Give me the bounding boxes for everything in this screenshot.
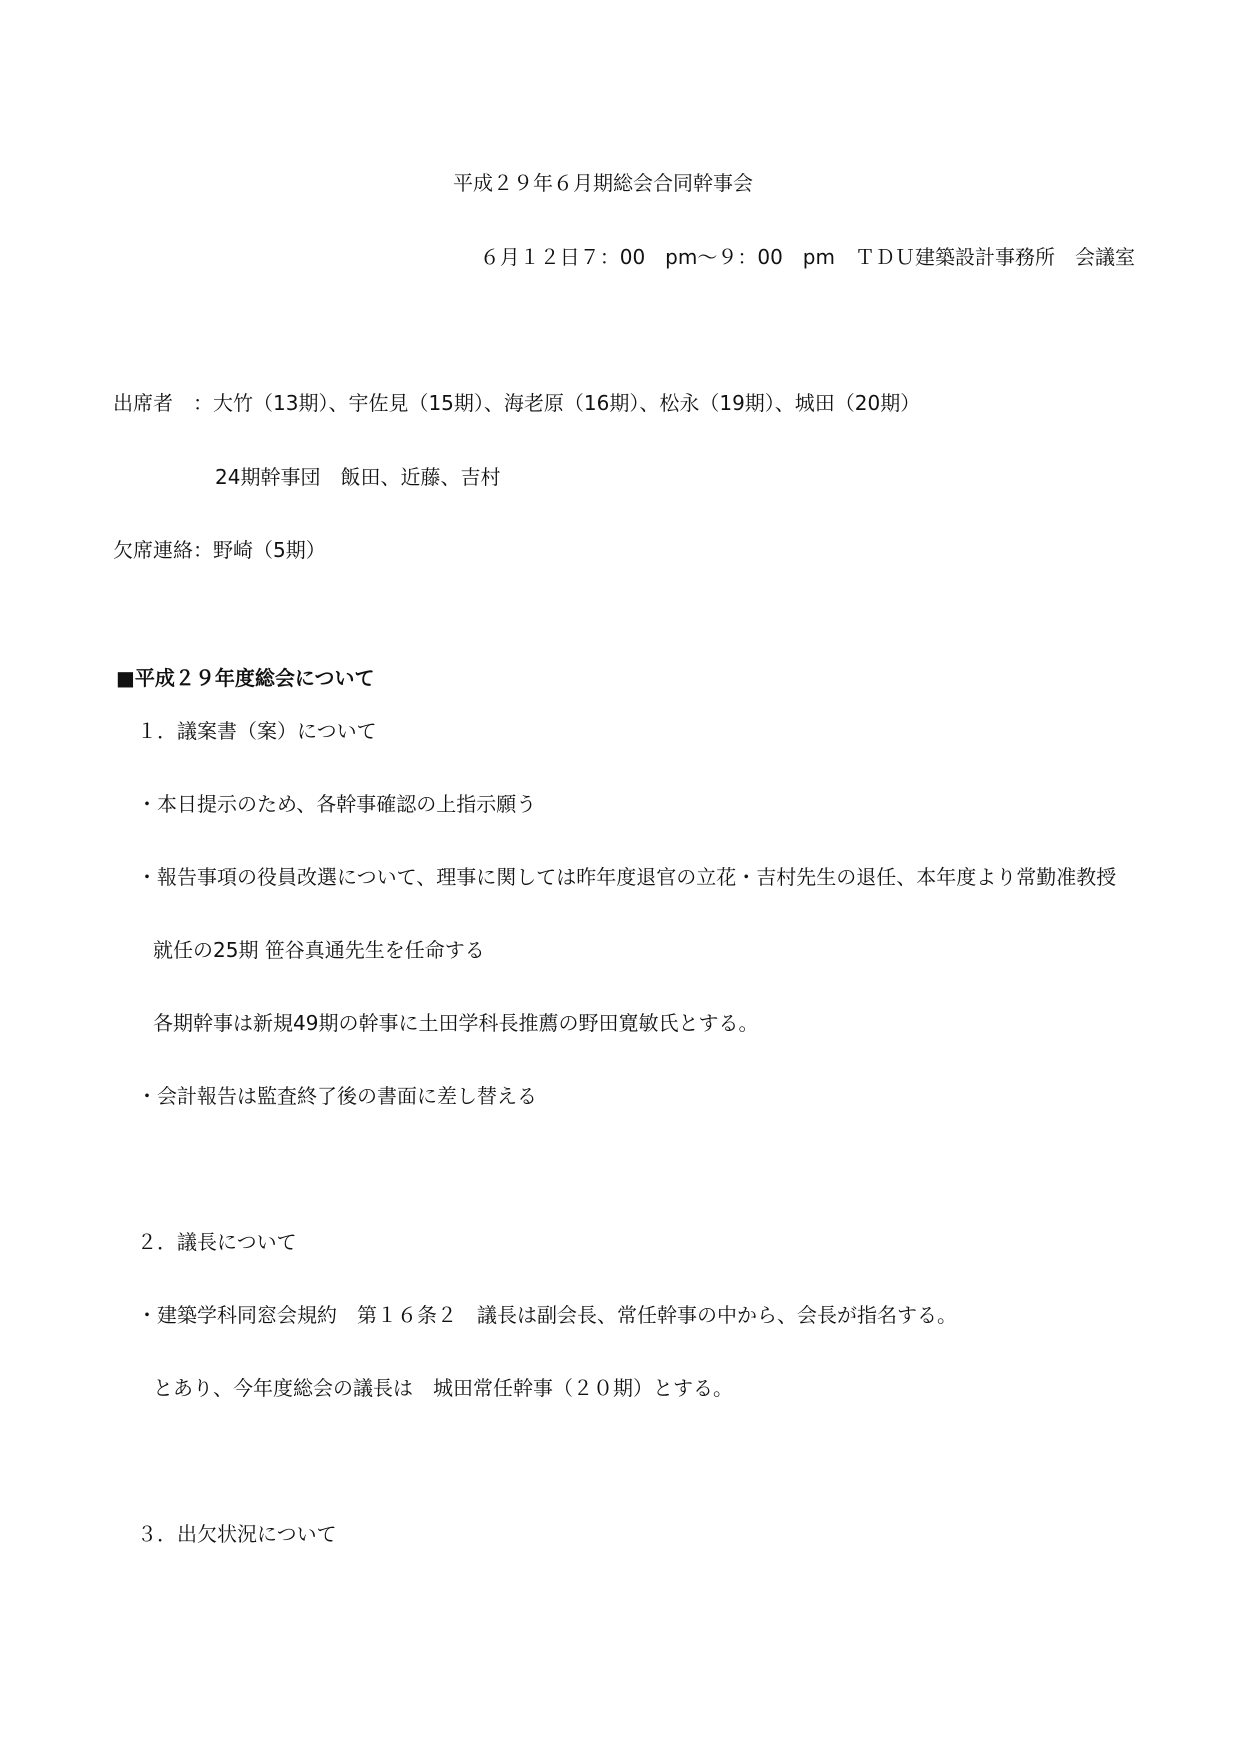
item1-heading: １．議案書（案）について — [137, 719, 377, 743]
meeting-info: ６月１２日７：00 pm～９：00 pm ＴＤＵ建築設計事務所 会議室 — [479, 245, 1135, 269]
item1-p3: 各期幹事は新規49期の幹事に土田学科長推薦の野田寛敏氏とする。 — [153, 1011, 759, 1035]
attendees-label: 出席者 ： — [113, 391, 213, 415]
absent-row — [113, 540, 326, 560]
item1-p4: ・会計報告は監査終了後の書面に差し替える — [137, 1084, 537, 1108]
item3-heading: ３．出欠状況について — [137, 1522, 337, 1546]
item2-heading: ２．議長について — [137, 1230, 297, 1254]
item2-p1: ・建築学科同窓会規約 第１６条２ 議長は副会長、常任幹事の中から、会長が指名する。 — [137, 1303, 957, 1327]
document-title: 平成２９年６月期総会合同幹事会 — [453, 171, 753, 195]
attendees-list: 大竹（13期）、宇佐見（15期）、海老原（16期）、松永（19期）、城田（20期） — [213, 391, 921, 415]
absent-list: 野崎（5期） — [213, 538, 326, 562]
section-heading: ■平成２９年度総会について — [116, 666, 375, 690]
item1-p1: ・本日提示のため、各幹事確認の上指示願う — [137, 792, 537, 816]
absent-label: 欠席連絡： — [113, 538, 213, 562]
item2-p2: とあり、今年度総会の議長は 城田常任幹事（２０期）とする。 — [153, 1376, 733, 1400]
item1-p2-cont: 就任の25期 笹谷真通先生を任命する — [153, 938, 485, 962]
attendees-row — [113, 393, 920, 413]
attendees-24: 24期幹事団 飯田、近藤、吉村 — [215, 465, 501, 489]
item1-p2: ・報告事項の役員改選について、理事に関しては昨年度退官の立花・吉村先生の退任、本年度より常勤准教授 — [137, 865, 1117, 889]
